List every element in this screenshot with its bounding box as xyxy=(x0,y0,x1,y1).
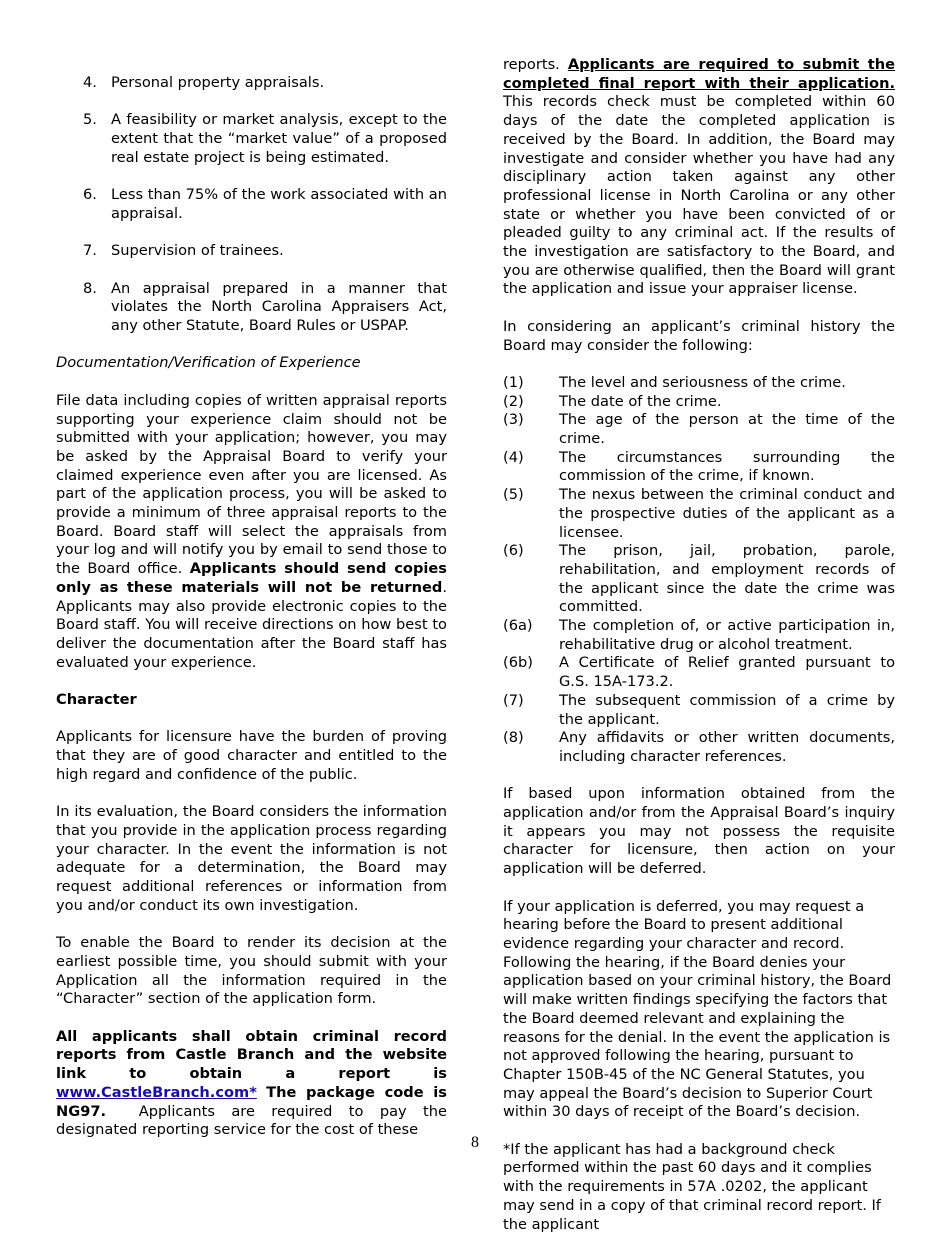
character-heading: Character xyxy=(56,691,137,709)
deferred-paragraph: If based upon information obtained from the application and/or from the Appraisal Board’s inquiry it appears you may not possess the requisite character for licensure, then action on your application will be deferred. xyxy=(503,785,895,878)
list-item: 5. A feasibility or market analysis, except to the extent that the “market value” of a proposed real estate project is being estimated. xyxy=(83,111,447,166)
list-item: 6. Less than 75% of the work associated with an appraisal. xyxy=(83,186,447,222)
character-paragraph-1: Applicants for licensure have the burden of proving that they are of good character and entitled to the high regard and confidence of the public. xyxy=(56,728,447,783)
list-item: 7. Supervision of trainees. xyxy=(83,242,284,260)
considering-paragraph: In considering an applicant’s criminal history the Board may consider the following: xyxy=(503,317,895,354)
page-number: 8 xyxy=(471,1134,479,1151)
character-paragraph-3: To enable the Board to render its decision at the earliest possible time, you should submit with your Application all the information required in the “Character” section of the application form. xyxy=(56,934,447,1008)
list-item: (7) The subsequent commission of a crime by the applicant. xyxy=(503,691,895,728)
list-item: 4. Personal property appraisals. xyxy=(83,74,325,91)
list-item: (3) The age of the person at the time of the crime. xyxy=(503,411,895,448)
records-check-paragraph: reports. Applicants are required to submit the completed final report with their application. This records check must be completed within 60 days of the date the completed application is received by the Board. In addition, the Board may investigate and consider whether you have had any disciplinary action taken against any other professional license in North Carolina or any other state or whether you have been convicted of or pleaded guilty to any criminal act. If the results of the investigation are satisfactory to the Board, and you are otherwise qualified, then the Board will grant the application and issue your appraiser license. xyxy=(503,56,896,298)
list-item: (6b) A Certificate of Relief granted pursuant to G.S. 15A-173.2. xyxy=(503,654,895,691)
list-item: (4) The circumstances surrounding the commission of the crime, if known. xyxy=(503,448,895,485)
list-item: (8) Any affidavits or other written documents, including character references. xyxy=(503,729,895,765)
left-column xyxy=(56,56,447,1140)
list-item: (1) The level and seriousness of the crime. xyxy=(503,373,846,391)
hearing-paragraph: If your application is deferred, you may request a hearing before the Board to present additional evidence regarding your character and record. Following the hearing, if the Board denies your application based on your criminal history, the Board will make written findings specifying the factors that the Board deemed relevant and explaining the reasons for the denial. In the event the application is not approved following the hearing, pursuant to Chapter 150B-45 of the NC General Statutes, you may appeal the Board’s decision to Superior Court within 30 days of receipt of the Board’s decision. xyxy=(503,897,892,1121)
list-item: (6) The prison, jail, probation, parole, rehabilitation, and employment records of the applicant since the date the crime was committed. xyxy=(503,542,895,616)
documentation-heading: Documentation/Verification of Experience xyxy=(56,354,361,372)
criminal-history-factors-list xyxy=(503,374,895,767)
excluded-experience-list xyxy=(56,74,447,336)
castlebranch-link[interactable]: www.CastleBranch.com* xyxy=(56,1083,257,1101)
character-paragraph-2: In its evaluation, the Board considers the information that you provide in the application process regarding your character. In the event the information is not adequate for a determination, the Board may request additional references or information from you and/or conduct its own investigation. xyxy=(56,803,447,914)
list-item: (2) The date of the crime. xyxy=(503,392,722,410)
return-warning: Applicants should send copies only as these materials will not be returned xyxy=(56,560,447,596)
documentation-paragraph: File data including copies of written appraisal reports supporting your experience claim should not be submitted with your application; however, you may be asked by the Appraisal Board to verify your claimed experience even after you are licensed. As part of the application process, you will be asked to provide a minimum of three appraisal reports to the Board. Board staff will select the appraisals from your log and will notify you by email to send those to the Board office. Applicants should send copies only as these materials will not be returned. Applicants may also provide electronic copies to the Board staff. You will receive directions on how best to deliver the documentation after the Board staff has evaluated your experience. xyxy=(56,391,447,671)
right-column xyxy=(503,56,895,1234)
background-check-paragraph: *If the applicant has had a background check performed within the past 60 days and it complies with the requirements in 57A .0202, the applicant may send in a copy of that criminal record report. If the applicant xyxy=(503,1140,881,1233)
list-item: 8. An appraisal prepared in a manner that violates the North Carolina Appraisers Act, any other Statute, Board Rules or USPAP. xyxy=(83,279,447,335)
list-item: (5) The nexus between the criminal conduct and the prospective duties of the applicant as a licensee. xyxy=(503,486,895,541)
final-report-requirement: Applicants are required to submit the completed final report with their application. xyxy=(503,56,896,92)
criminal-record-paragraph: All applicants shall obtain criminal record reports from Castle Branch and the website link to obtain a report is www.CastleBranch.com* The package code is NG97. Applicants are required to pay the designated reporting service for the cost of these xyxy=(56,1027,447,1139)
list-item: (6a) The completion of, or active participation in, rehabilitative drug or alcohol treatment. xyxy=(503,617,895,653)
